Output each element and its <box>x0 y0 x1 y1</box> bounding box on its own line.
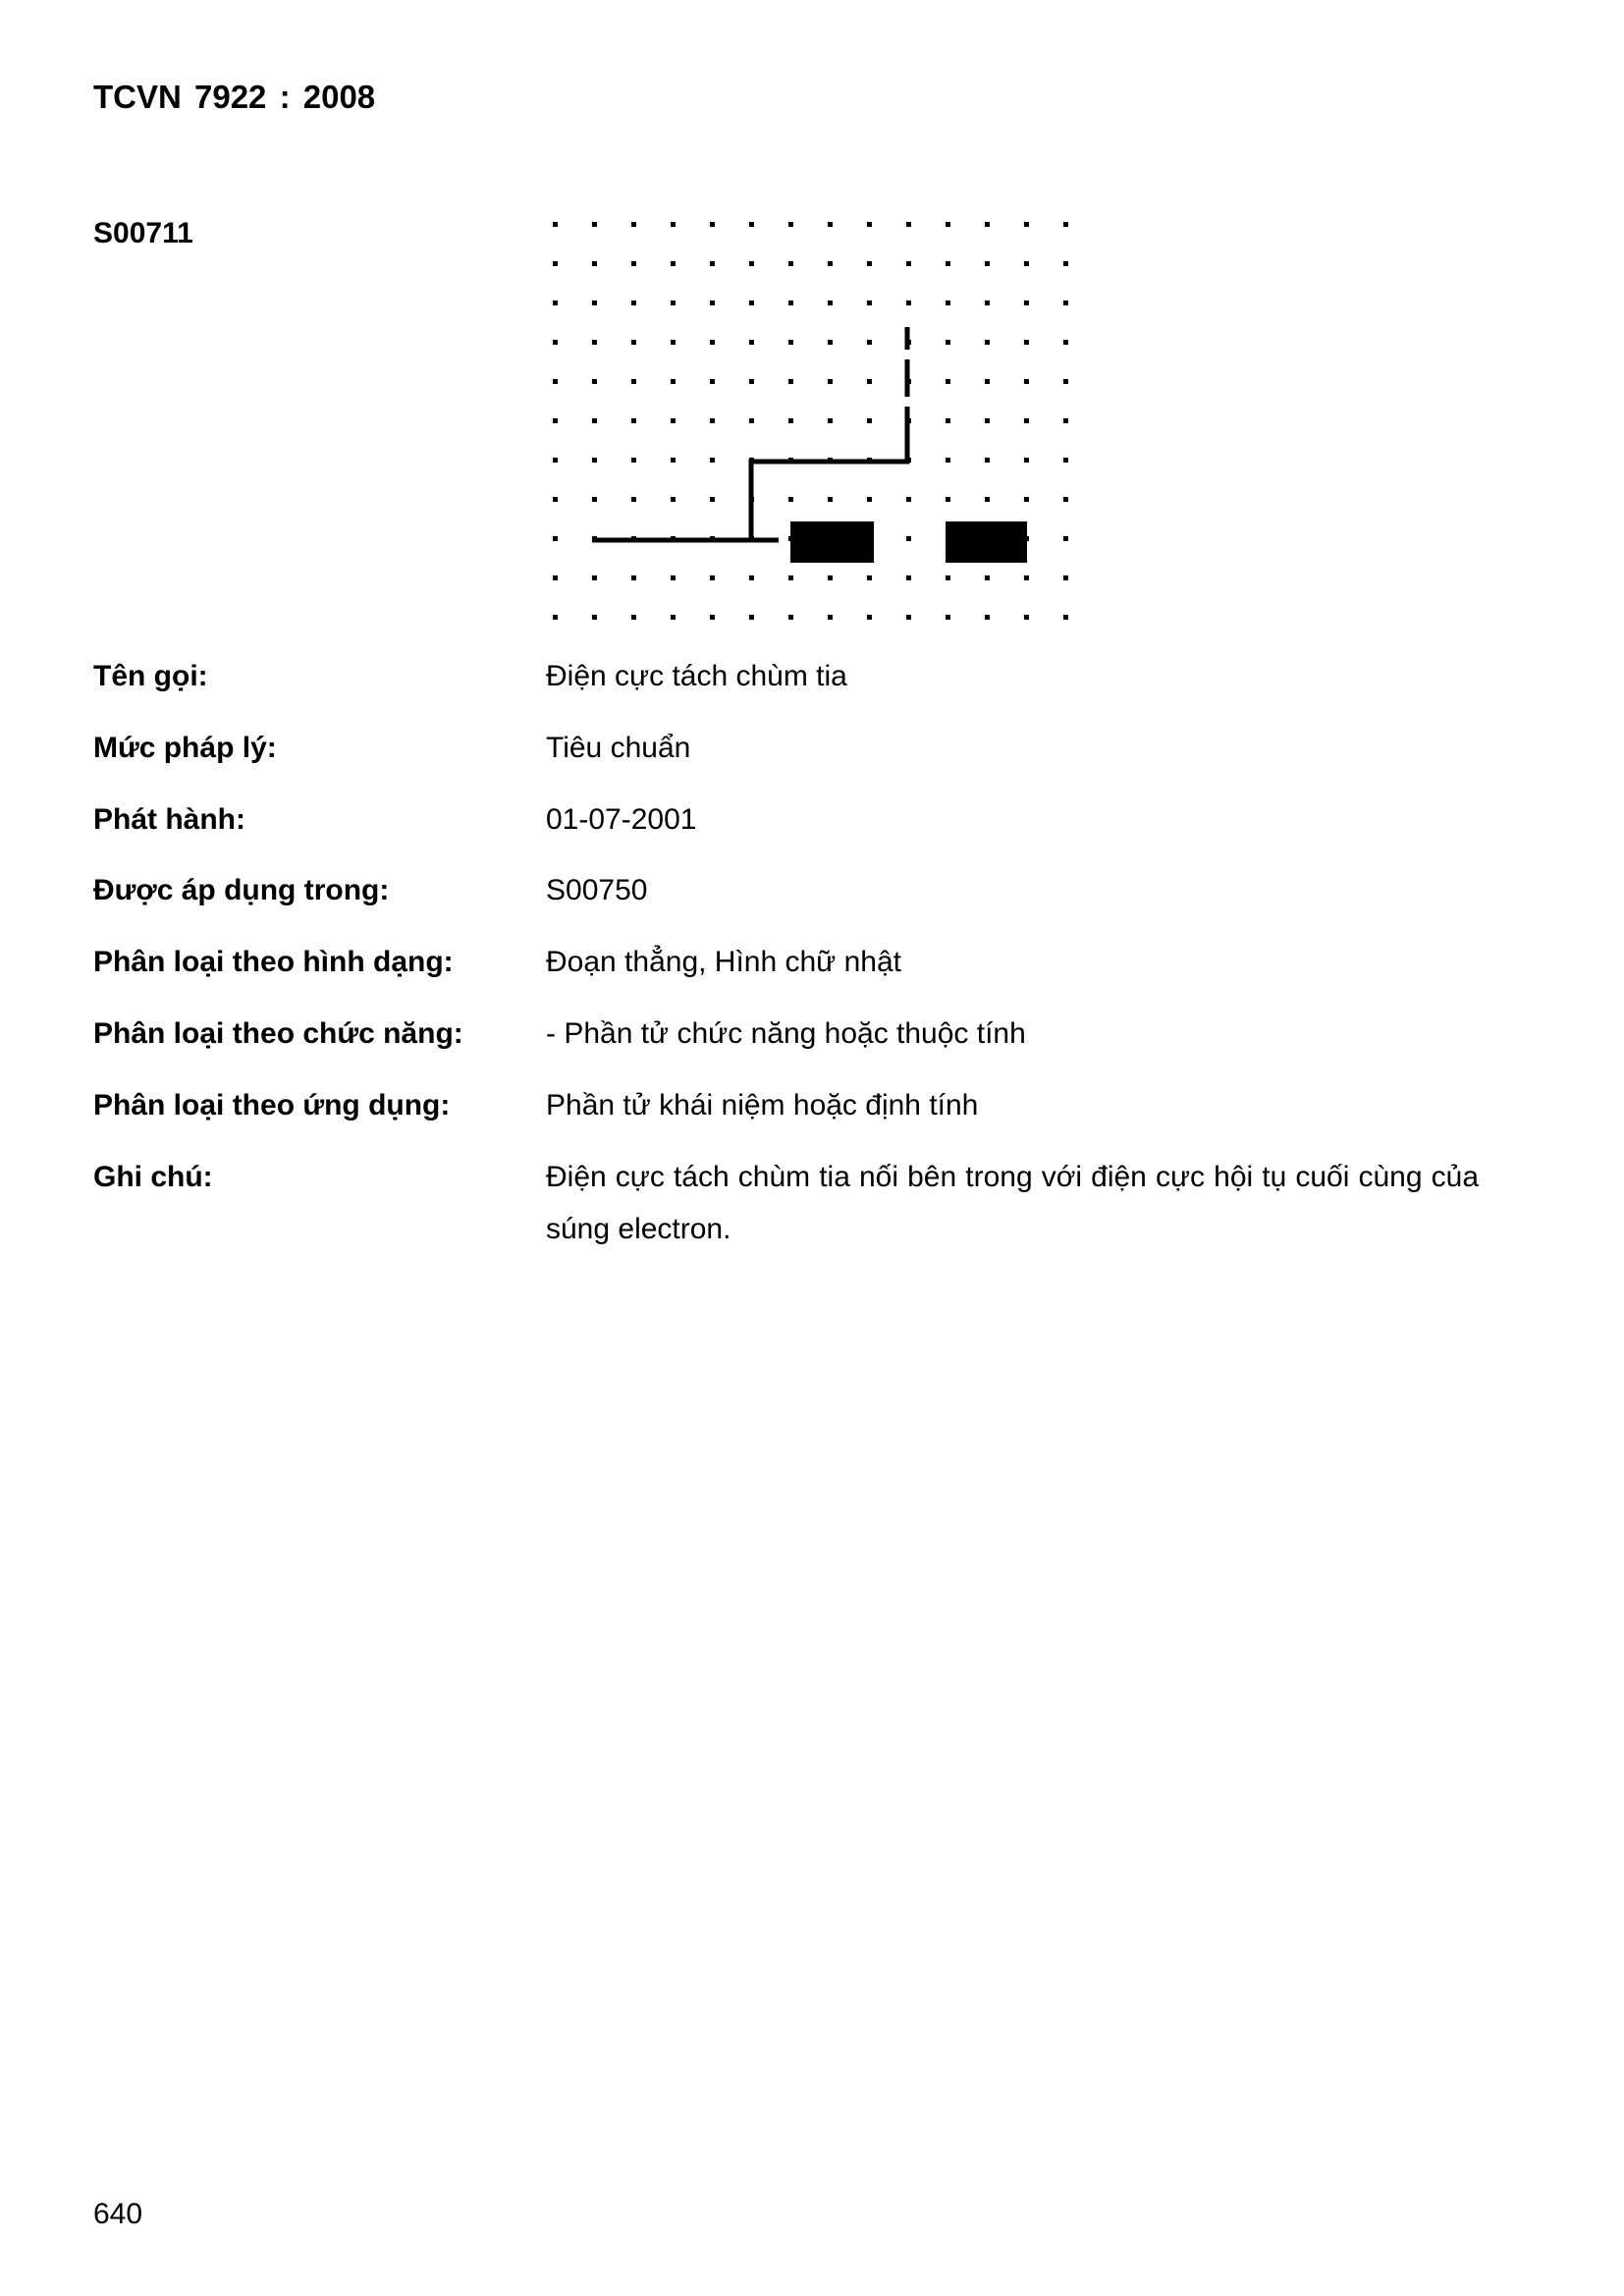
grid-dot <box>592 222 597 227</box>
grid-dot <box>867 222 872 227</box>
grid-dot <box>828 418 833 423</box>
symbol-rectangle-right <box>946 521 1027 563</box>
grid-dot <box>985 340 990 345</box>
field-label: Phát hành: <box>93 803 245 836</box>
grid-dot <box>749 261 754 266</box>
grid-dot <box>749 615 754 620</box>
grid-dot <box>985 222 990 227</box>
grid-dot <box>906 536 911 541</box>
grid-dot <box>946 615 950 620</box>
grid-dot <box>906 575 911 580</box>
grid-dot <box>592 458 597 463</box>
grid-dot <box>788 222 793 227</box>
grid-dot <box>985 575 990 580</box>
grid-dot <box>631 418 636 423</box>
grid-dot <box>631 575 636 580</box>
grid-dot <box>946 418 950 423</box>
grid-dot <box>1024 301 1029 305</box>
grid-dot <box>985 418 990 423</box>
grid-dot <box>710 261 715 266</box>
grid-dot <box>788 497 793 502</box>
grid-dot <box>631 340 636 345</box>
grid-dot <box>631 615 636 620</box>
grid-dot <box>906 222 911 227</box>
grid-dot <box>671 497 676 502</box>
grid-dot <box>1063 497 1068 502</box>
grid-dot <box>867 418 872 423</box>
grid-dot <box>631 222 636 227</box>
field-label: Mức pháp lý: <box>93 732 277 764</box>
grid-dot <box>671 418 676 423</box>
grid-dot <box>592 379 597 384</box>
grid-dot <box>1024 458 1029 463</box>
grid-dot <box>631 301 636 305</box>
grid-dot <box>1024 222 1029 227</box>
grid-dot <box>1024 418 1029 423</box>
page-number: 640 <box>93 2198 143 2230</box>
grid-dot <box>1063 301 1068 305</box>
grid-dot <box>553 340 558 345</box>
grid-dot <box>749 575 754 580</box>
field-value: 01-07-2001 <box>546 803 697 836</box>
field-value: Đoạn thẳng, Hình chữ nhật <box>546 946 901 978</box>
grid-dot <box>631 261 636 266</box>
grid-dot <box>867 379 872 384</box>
grid-dot <box>788 261 793 266</box>
grid-dot <box>867 340 872 345</box>
grid-dot <box>946 261 950 266</box>
grid-dot <box>946 497 950 502</box>
grid-dot <box>749 418 754 423</box>
grid-dot <box>985 497 990 502</box>
grid-dot <box>1024 497 1029 502</box>
grid-dot <box>788 575 793 580</box>
grid-dot <box>671 222 676 227</box>
field-label: Ghi chú: <box>93 1161 213 1193</box>
symbol-rectangle-left <box>790 521 874 563</box>
grid-dot <box>592 615 597 620</box>
grid-dot <box>592 261 597 266</box>
grid-dot <box>631 497 636 502</box>
grid-dot <box>631 379 636 384</box>
grid-dot <box>710 615 715 620</box>
grid-dot <box>828 261 833 266</box>
grid-dot <box>710 497 715 502</box>
grid-dot <box>553 536 558 541</box>
grid-dot <box>592 575 597 580</box>
grid-dot <box>749 301 754 305</box>
grid-dot <box>710 418 715 423</box>
grid-dot <box>1024 379 1029 384</box>
grid-dot <box>867 497 872 502</box>
grid-dot <box>592 497 597 502</box>
field-value: S00750 <box>546 874 648 906</box>
grid-dot <box>749 340 754 345</box>
grid-dot <box>906 497 911 502</box>
grid-dot <box>1024 340 1029 345</box>
grid-dot <box>1024 575 1029 580</box>
grid-dot <box>710 340 715 345</box>
grid-dot <box>788 418 793 423</box>
grid-dot <box>985 458 990 463</box>
field-value: Điện cực tách chùm tia <box>546 660 847 692</box>
field-label: Phân loại theo hình dạng: <box>93 946 454 978</box>
grid-dot <box>553 458 558 463</box>
grid-dot <box>828 301 833 305</box>
grid-dot <box>671 615 676 620</box>
field-label: Phân loại theo chức năng: <box>93 1017 463 1050</box>
field-label: Phân loại theo ứng dụng: <box>93 1089 451 1121</box>
grid-dot <box>710 458 715 463</box>
grid-dot <box>592 340 597 345</box>
grid-dot <box>946 458 950 463</box>
grid-dot <box>1063 379 1068 384</box>
grid-dot <box>710 379 715 384</box>
grid-dot <box>671 575 676 580</box>
grid-dot <box>671 458 676 463</box>
grid-dot <box>828 575 833 580</box>
grid-dot <box>867 615 872 620</box>
grid-dot <box>788 301 793 305</box>
field-value: - Phần tử chức năng hoặc thuộc tính <box>546 1017 1026 1050</box>
grid-dot <box>671 301 676 305</box>
grid-dot <box>553 615 558 620</box>
grid-dot <box>553 418 558 423</box>
grid-dot <box>671 340 676 345</box>
grid-dot <box>1063 458 1068 463</box>
grid-dot <box>1063 222 1068 227</box>
symbol-diagram <box>543 214 1073 622</box>
grid-dot <box>906 261 911 266</box>
grid-dot <box>553 301 558 305</box>
grid-dot <box>671 379 676 384</box>
grid-dot <box>828 497 833 502</box>
grid-dot <box>828 340 833 345</box>
grid-dot <box>710 222 715 227</box>
grid-dot <box>867 575 872 580</box>
grid-dot <box>985 301 990 305</box>
grid-dot <box>1063 261 1068 266</box>
grid-dot <box>592 418 597 423</box>
grid-dot <box>946 222 950 227</box>
grid-dot <box>788 379 793 384</box>
grid-dot <box>1063 615 1068 620</box>
grid-dot <box>985 379 990 384</box>
grid-dot <box>1063 340 1068 345</box>
grid-dot <box>788 615 793 620</box>
grid-dot <box>828 222 833 227</box>
grid-dot <box>946 301 950 305</box>
grid-dot <box>553 222 558 227</box>
symbol-code: S00711 <box>93 217 193 249</box>
grid-dot <box>671 261 676 266</box>
grid-dot <box>828 615 833 620</box>
field-value: Phần tử khái niệm hoặc định tính <box>546 1089 979 1121</box>
grid-dot <box>749 222 754 227</box>
grid-dot <box>631 458 636 463</box>
field-value: Điện cực tách chùm tia nối bên trong với điện cực hội tụ cuối cùng của súng electron. <box>546 1161 1479 1245</box>
field-label: Được áp dụng trong: <box>93 874 390 906</box>
grid-dot <box>867 301 872 305</box>
grid-dot <box>710 301 715 305</box>
grid-dot <box>906 301 911 305</box>
grid-dot <box>1024 615 1029 620</box>
grid-dot <box>946 340 950 345</box>
grid-dot <box>553 379 558 384</box>
grid-dot <box>553 575 558 580</box>
grid-dot <box>1063 536 1068 541</box>
grid-dot <box>985 615 990 620</box>
grid-dot <box>710 575 715 580</box>
grid-dot <box>1063 418 1068 423</box>
grid-dot <box>592 301 597 305</box>
field-value: Tiêu chuẩn <box>546 732 691 764</box>
grid-dot <box>553 497 558 502</box>
grid-dot <box>985 261 990 266</box>
grid-dot <box>946 379 950 384</box>
field-label: Tên gọi: <box>93 660 208 692</box>
grid-dot <box>946 575 950 580</box>
grid-dot <box>553 261 558 266</box>
grid-dot <box>1024 261 1029 266</box>
grid-dot <box>749 379 754 384</box>
grid-dot <box>1063 575 1068 580</box>
grid-dot <box>788 340 793 345</box>
grid-dot <box>828 379 833 384</box>
grid-dot <box>906 615 911 620</box>
grid-dot <box>867 261 872 266</box>
document-header: TCVN 7922 : 2008 <box>93 79 376 115</box>
